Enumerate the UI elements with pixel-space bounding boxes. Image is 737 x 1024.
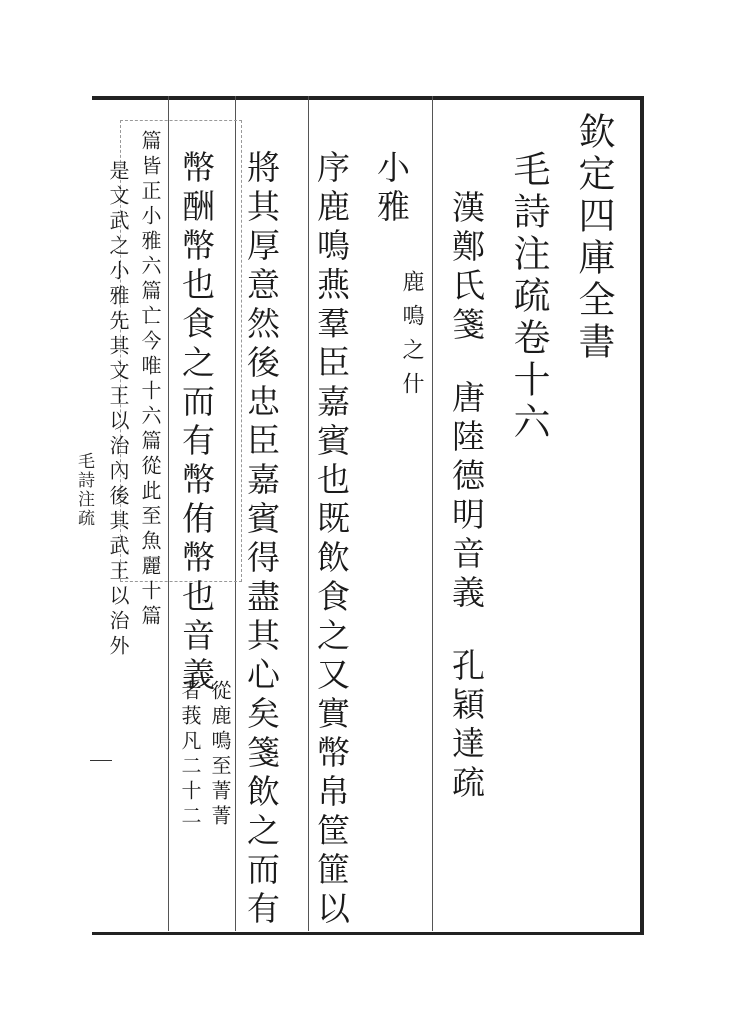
column-divider bbox=[432, 96, 433, 931]
note-line: 從鹿鳴至菁菁 bbox=[208, 680, 232, 830]
author-zheng: 漢鄭氏箋 bbox=[447, 190, 486, 346]
author-kong: 孔穎達疏 bbox=[447, 648, 486, 804]
body-line: 幣酬幣也食之而有幣侑幣也音義 bbox=[177, 150, 216, 696]
commentary-line: 是文武之小雅先其文王以治內後其武王以治外 bbox=[106, 160, 130, 660]
body-line: 序鹿鳴燕羣臣嘉賓也既飲食之又實幣帛筐篚以 bbox=[312, 150, 351, 930]
chapter-title: 鹿鳴之什 bbox=[399, 270, 424, 406]
column-divider bbox=[308, 96, 309, 931]
body-line: 將其厚意然後忠臣嘉賓得盡其心矣箋飲之而有 bbox=[242, 150, 281, 930]
page-marker bbox=[90, 760, 112, 779]
commentary-line: 篇皆正小雅六篇亡今唯十六篇從此至魚麗十篇 bbox=[138, 130, 162, 630]
section-title: 小雅 bbox=[372, 150, 411, 228]
book-title: 毛詩注疏卷十六 bbox=[507, 150, 550, 444]
note-line: 者莪凡二十二 bbox=[178, 680, 202, 830]
author-lu: 唐陸德明音義 bbox=[447, 380, 486, 614]
header-title: 欽定四庫全書 bbox=[572, 112, 615, 364]
spine-title: 毛詩注疏 bbox=[74, 452, 94, 528]
